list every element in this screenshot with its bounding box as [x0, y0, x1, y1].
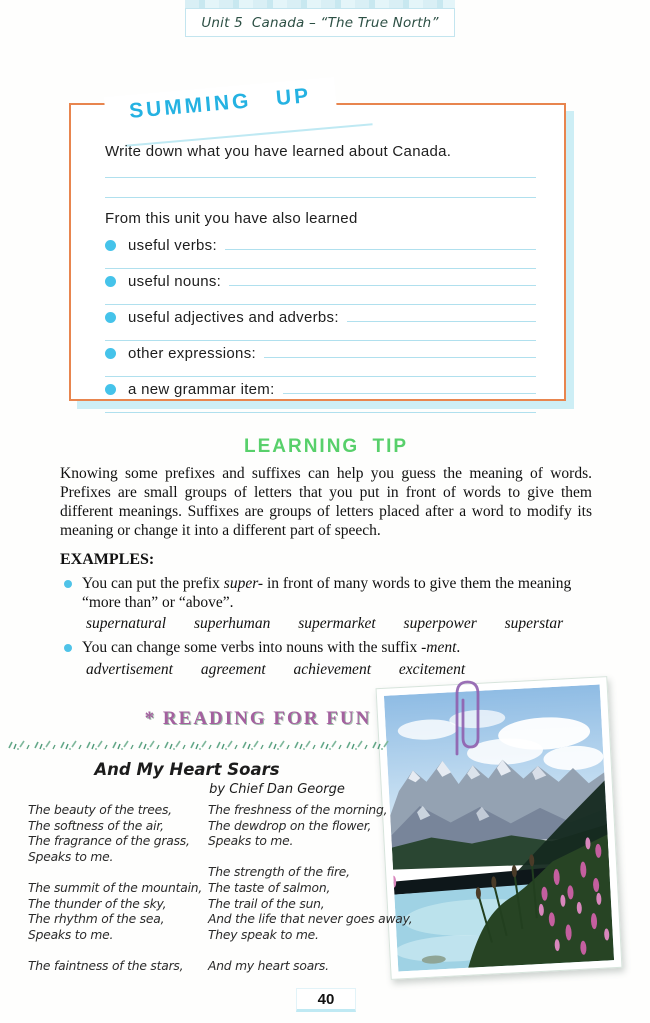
bullet-dot-icon: [105, 240, 116, 251]
poem-line: Speaks to me.: [208, 834, 294, 849]
poem-line: The trail of the sun,: [208, 896, 325, 911]
writing-line: [105, 304, 536, 305]
writing-line: [105, 376, 536, 377]
poem-byline: by Chief Dan George: [209, 782, 345, 797]
writing-line: [347, 309, 536, 322]
item-label: useful adjectives and adverbs:: [128, 309, 339, 326]
poem-line: The rhythm of the sea,: [28, 912, 165, 927]
poem: [28, 803, 413, 975]
summing-up-item: [105, 345, 536, 377]
poem-line: And the life that never goes away,: [208, 912, 413, 927]
poem-line: The softness of the air,: [28, 818, 164, 833]
poem-column-right: [208, 803, 413, 975]
item-label: useful verbs:: [128, 237, 217, 254]
poem-line: And my heart soars.: [208, 958, 329, 973]
poem-line: The dewdrop on the flower,: [208, 818, 372, 833]
item-label: useful nouns:: [128, 273, 222, 290]
poem-line: [28, 865, 208, 881]
poem-line: The faintness of the stars,: [28, 958, 184, 973]
poem-line: Speaks to me.: [28, 927, 114, 942]
summing-up-item: [105, 309, 536, 341]
poem-line: The strength of the fire,: [208, 865, 350, 880]
writing-line: [229, 273, 536, 286]
reading-for-fun-section: [0, 676, 650, 986]
poem-title: And My Heart Soars: [94, 760, 280, 779]
summing-up-item: [105, 237, 536, 269]
writing-line: [105, 412, 536, 413]
learning-tip-paragraph: Knowing some prefixes and suffixes can help you guess the meaning of words. Prefixes are small groups of letters that you put in front of words to give them different meanings. Suffixes are groups of letters placed after a word to modify its meaning or change it into a different part of speech.: [60, 465, 592, 539]
example-text: You can put the prefix super- in front of many words to give them the meaning “more than” or “above”.: [82, 574, 572, 611]
writing-line: [105, 268, 536, 269]
example-bullet: [60, 638, 592, 657]
poem-column-left: [28, 803, 208, 975]
item-label: a new grammar item:: [128, 381, 275, 398]
poem-line: Speaks to me.: [28, 849, 114, 864]
poem-line: The taste of salmon,: [208, 880, 331, 895]
poem-line: The beauty of the trees,: [28, 803, 172, 817]
summing-up-item: [105, 381, 536, 413]
header-texture-strip: [185, 0, 455, 8]
bullet-dot-icon: [64, 580, 72, 588]
bullet-dot-icon: [105, 312, 116, 323]
reading-for-fun-title: * READING FOR FUN: [144, 708, 372, 729]
writing-line: [105, 197, 536, 198]
summing-up-title: SUMMING UP: [104, 77, 337, 132]
examples-heading: EXAMPLES:: [60, 550, 155, 568]
paperclip-icon: [444, 678, 490, 760]
item-label: other expressions:: [128, 345, 256, 362]
poem-line: The fragrance of the grass,: [28, 834, 190, 849]
writing-line: [105, 340, 536, 341]
summing-up-box: [69, 84, 566, 401]
poem-line: [28, 943, 208, 959]
poem-line: They speak to me.: [208, 927, 319, 942]
bullet-dot-icon: [105, 348, 116, 359]
page-number: 40: [296, 988, 356, 1012]
bullet-dot-icon: [105, 384, 116, 395]
example-text: You can change some verbs into nouns with the suffix -ment.: [82, 639, 461, 657]
summing-up-item: [105, 273, 536, 305]
poem-line: The summit of the mountain,: [28, 880, 203, 895]
unit-title: Unit 5 Canada – “The True North”: [201, 14, 439, 31]
poem-line: The freshness of the morning,: [208, 803, 388, 817]
prefix-word: super-: [223, 574, 264, 592]
example-words: supernatural superhuman supermarket superpower superstar: [86, 615, 564, 633]
writing-line: [283, 381, 536, 394]
summing-up-prompt: Write down what you have learned about Canada.: [105, 143, 452, 160]
writing-line: [264, 345, 536, 358]
learning-tip-title: LEARNING TIP: [243, 436, 409, 457]
example-words: advertisement agreement achievement excitement: [86, 660, 466, 678]
bullet-dot-icon: [64, 644, 72, 652]
decorative-tick-band: [6, 738, 390, 751]
poem-line: The thunder of the sky,: [28, 896, 167, 911]
summing-up-intro: From this unit you have also learned: [105, 210, 358, 227]
poem-line: [208, 850, 408, 866]
poem-line: [208, 943, 408, 959]
example-bullet: [60, 574, 592, 613]
writing-line: [225, 237, 536, 250]
bullet-dot-icon: [105, 276, 116, 287]
suffix-word: -ment: [421, 639, 457, 657]
writing-line: [105, 177, 536, 178]
learning-tip-section: [60, 436, 592, 679]
unit-title-box: [185, 8, 455, 37]
